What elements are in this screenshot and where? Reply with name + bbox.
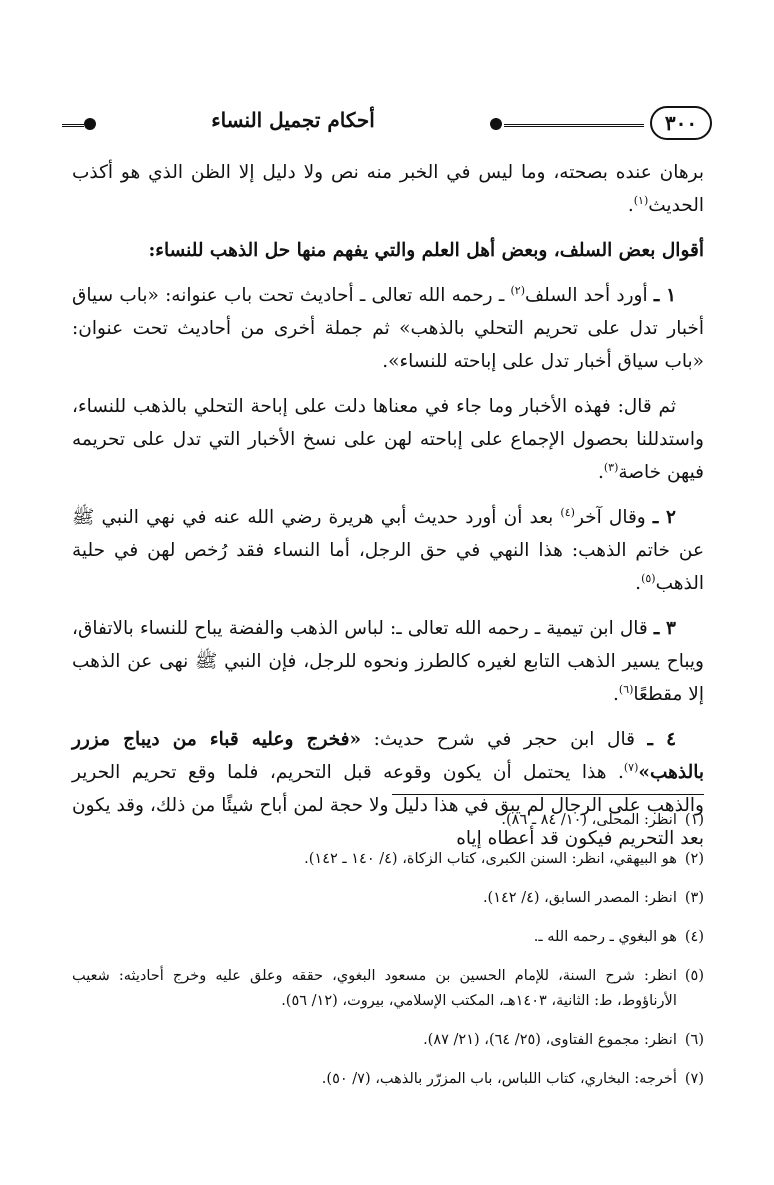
- footnote: (٧) أخرجه: البخاري، كتاب اللباس، باب المزرّر بالذهب، (٧/ ٥٠).: [321, 1071, 704, 1087]
- footnote-separator: [392, 794, 704, 795]
- page-number: ٣٠٠: [650, 106, 712, 140]
- paragraph: برهان عنده بصحته، وما ليس في الخبر منه نص ولا دليل إلا الظن الذي هو أكذب الحديث$^{(١)}$.: [72, 162, 704, 216]
- header-rule: [62, 124, 84, 127]
- footnote-ref: (٢): [510, 283, 526, 297]
- footnote-ref: (٤): [560, 505, 575, 519]
- footnote: (١) انظر: المحلى، (١٠/ ٨٤ ـ ٨٦).: [501, 812, 704, 828]
- footnote-ref: (٣): [603, 460, 619, 474]
- quote-item-3: ٣ ـ قال ابن تيمية ـ رحمه الله تعالى ـ: لباس الذهب والفضة يباح للنساء بالاتفاق، ويباح يسير الذهب التابع لغيره كالطرز ونحوه للرجل، فإن النبي ﷺ نهى عن الذهب إلا مقطعًا$^{(٦)}$.: [72, 618, 704, 705]
- quote-item-1: ١ ـ أورد أحد السلف$^{(٢)}$ ـ رحمه الله تعالى ـ أحاديث تحت باب عنوانه: «باب سياق أخبار تدل على تحريم التحلي بالذهب» ثم جملة أخرى من أحاديث تحت عنوان: «باب سياق أخبار تدل على إباحته للنساء».: [72, 283, 704, 372]
- header-rule: [504, 124, 644, 127]
- footnote-ref: (٦): [618, 682, 634, 696]
- footnote: (٥) انظر: شرح السنة، للإمام الحسين بن مسعود البغوي، حققه وعلق عليه وخرج أحاديثه: شعيب الأرناؤوط، ط: الثانية، ١٤٠٣هـ، المكتب الإسلامي، بيروت، (١٢/ ٥٦).: [72, 968, 704, 1009]
- footnotes: [72, 808, 704, 1106]
- footnote: (٦) انظر: مجموع الفتاوى، (٢٥/ ٦٤)، (٢١/ ٨٧).: [423, 1032, 704, 1048]
- footnote: (٢) هو البيهقي، انظر: السنن الكبرى، كتاب الزكاة، (٤/ ١٤٠ ـ ١٤٢).: [304, 851, 704, 867]
- running-header: [62, 104, 712, 144]
- footnote: (٤) هو البغوي ـ رحمه الله ـ.: [533, 929, 704, 945]
- hadith-quote: «فخرج وعليه قباء من ديباج مزرر بالذهب»: [72, 729, 704, 783]
- header-dot: [490, 118, 502, 130]
- quote-item-4: ٤ ـ قال ابن حجر في شرح حديث: «فخرج وعليه قباء من ديباج مزرر بالذهب»$^{(٧)}$. هذا يحتمل أن يكون وقوعه قبل التحريم، فلما وقع تحريم الحرير والذهب على الرجال لم يبق في هذا دليل ولا حجة لمن أباح شيئًا من ذلك، وقد يكون بعد التحريم فيكون قد أعطاه إياه: [72, 729, 704, 849]
- running-title: أحكام تجميل النساء: [211, 108, 375, 132]
- footnote-ref: (١): [633, 193, 649, 207]
- quote-item-2: ٢ ـ وقال آخر$^{(٤)}$ بعد أن أورد حديث أبي هريرة رضي الله عنه في نهي النبي ﷺ عن خاتم الذهب: هذا النهي في حق الرجل، أما النساء فقد رُخص لهن في حلية الذهب$^{(٥)}$.: [72, 505, 704, 594]
- footnote: (٣) انظر: المصدر السابق، (٤/ ١٤٢).: [482, 890, 704, 906]
- header-dot: [84, 118, 96, 130]
- paragraph: ثم قال: فهذه الأخبار وما جاء في معناها دلت على إباحة التحلي بالذهب للنساء، واستدللنا بحصول الإجماع على إباحته لهن على نسخ الأخبار التي تدل على تحريمه فيهن خاصة$^{(٣)}$.: [72, 396, 704, 483]
- main-text: [72, 156, 704, 867]
- footnote-ref: (٥): [641, 571, 656, 585]
- section-heading: أقوال بعض السلف، وبعض أهل العلم والتي يفهم منها حل الذهب للنساء:: [148, 240, 704, 261]
- footnote-ref: (٧): [623, 760, 639, 774]
